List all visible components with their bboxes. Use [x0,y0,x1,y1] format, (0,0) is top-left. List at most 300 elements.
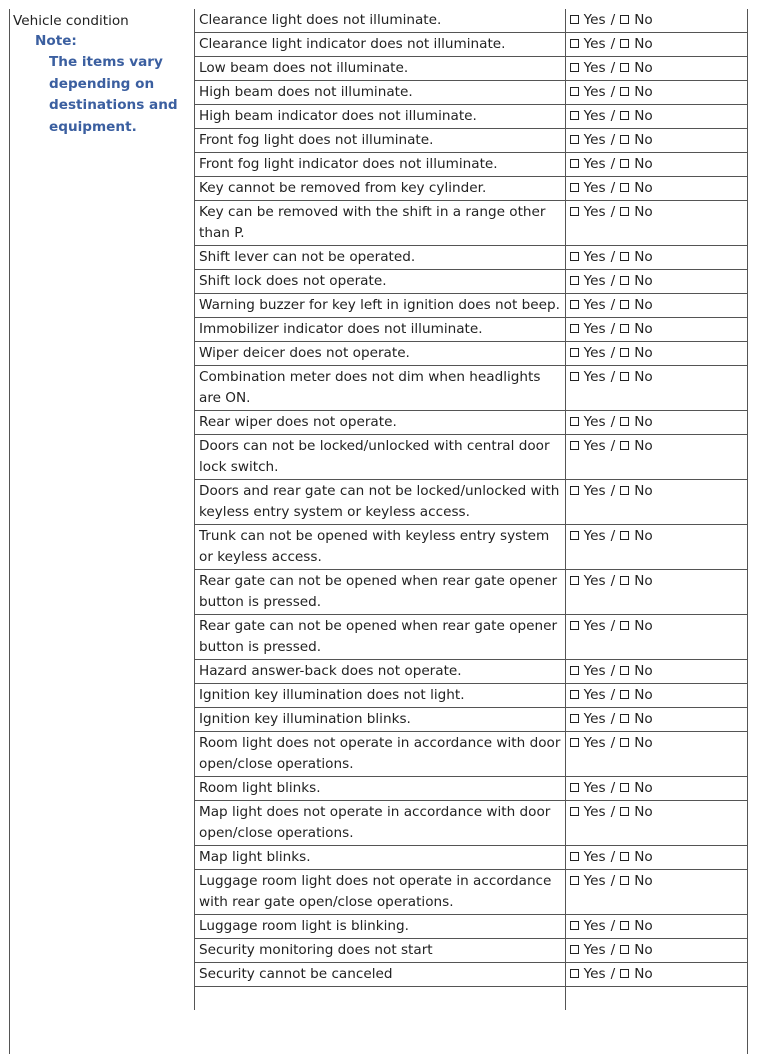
no-checkbox[interactable] [620,63,629,72]
yes-label: Yes [583,942,606,958]
yes-checkbox[interactable] [570,876,579,885]
answer-cell [565,105,748,129]
condition-description: High beam does not illuminate. [195,81,566,105]
no-label: No [634,12,653,28]
answer-separator: / [610,414,616,430]
answer-cell [565,435,748,480]
checklist-row [195,684,749,708]
condition-description: Ignition key illumination does not light. [195,684,566,708]
condition-description: Warning buzzer for key left in ignition does not beep. [195,294,566,318]
checklist-row [195,525,749,570]
checklist-row [195,870,749,915]
note-label: Note: [35,33,77,49]
note-line: equipment. [49,118,137,135]
yes-label: Yes [583,249,606,265]
yes-checkbox[interactable] [570,486,579,495]
checklist-row [195,615,749,660]
empty-cell [565,987,748,1011]
answer-separator: / [610,918,616,934]
yes-no-options [570,873,653,889]
checklist-row [195,660,749,684]
no-checkbox[interactable] [620,252,629,261]
empty-cell [195,987,566,1011]
yes-no-options [570,36,653,52]
yes-label: Yes [583,369,606,385]
answer-cell [565,660,748,684]
no-label: No [634,711,653,727]
checklist-row [195,342,749,366]
condition-description: Map light does not operate in accordance with door open/close operations. [195,801,566,846]
answer-cell [565,525,748,570]
checklist-row [195,57,749,81]
no-checkbox[interactable] [620,621,629,630]
checklist-row [195,177,749,201]
condition-description: Clearance light does not illuminate. [195,9,566,33]
no-checkbox[interactable] [620,876,629,885]
answer-separator: / [610,687,616,703]
condition-description: Trunk can not be opened with keyless entry system or keyless access. [195,525,566,570]
no-checkbox[interactable] [620,15,629,24]
answer-cell [565,777,748,801]
no-label: No [634,249,653,265]
yes-checkbox[interactable] [570,135,579,144]
yes-no-options [570,618,653,634]
no-label: No [634,942,653,958]
no-label: No [634,780,653,796]
yes-checkbox[interactable] [570,207,579,216]
yes-label: Yes [583,108,606,124]
left-border [9,9,10,1054]
no-label: No [634,573,653,589]
answer-cell [565,570,748,615]
checklist-row [195,801,749,846]
yes-no-options [570,573,653,589]
no-label: No [634,36,653,52]
yes-label: Yes [583,528,606,544]
condition-description: Room light does not operate in accordance with door open/close operations. [195,732,566,777]
empty-row [195,987,749,1011]
answer-separator: / [610,180,616,196]
answer-cell [565,801,748,846]
yes-checkbox[interactable] [570,852,579,861]
no-label: No [634,873,653,889]
yes-checkbox[interactable] [570,159,579,168]
yes-no-options [570,345,653,361]
yes-label: Yes [583,735,606,751]
yes-no-options [570,687,653,703]
yes-no-options [570,204,653,220]
condition-description: Room light blinks. [195,777,566,801]
yes-no-options [570,273,653,289]
checklist-row [195,294,749,318]
yes-label: Yes [583,573,606,589]
checklist-row [195,846,749,870]
yes-checkbox[interactable] [570,969,579,978]
answer-cell [565,411,748,435]
no-checkbox[interactable] [620,690,629,699]
no-checkbox[interactable] [620,324,629,333]
answer-separator: / [610,735,616,751]
no-checkbox[interactable] [620,738,629,747]
yes-checkbox[interactable] [570,945,579,954]
yes-no-options [570,297,653,313]
checklist-row [195,246,749,270]
answer-cell [565,57,748,81]
yes-label: Yes [583,804,606,820]
no-label: No [634,321,653,337]
yes-no-options [570,414,653,430]
yes-label: Yes [583,438,606,454]
yes-label: Yes [583,849,606,865]
yes-no-options [570,804,653,820]
answer-cell [565,294,748,318]
answer-cell [565,246,748,270]
answer-cell [565,939,748,963]
yes-no-options [570,711,653,727]
no-checkbox[interactable] [620,372,629,381]
yes-no-options [570,132,653,148]
yes-checkbox[interactable] [570,276,579,285]
answer-separator: / [610,273,616,289]
yes-no-options [570,663,653,679]
no-checkbox[interactable] [620,207,629,216]
checklist-row [195,708,749,732]
yes-no-options [570,249,653,265]
answer-cell [565,342,748,366]
checklist-row [195,81,749,105]
checklist-row [195,480,749,525]
answer-separator: / [610,804,616,820]
condition-description: Key can be removed with the shift in a range other than P. [195,201,566,246]
condition-description: Front fog light does not illuminate. [195,129,566,153]
answer-cell [565,270,748,294]
yes-label: Yes [583,273,606,289]
no-checkbox[interactable] [620,135,629,144]
yes-checkbox[interactable] [570,111,579,120]
answer-separator: / [610,204,616,220]
yes-checkbox[interactable] [570,15,579,24]
yes-label: Yes [583,12,606,28]
checklist-row [195,105,749,129]
no-label: No [634,849,653,865]
note-line: depending on [49,75,155,92]
yes-checkbox[interactable] [570,441,579,450]
answer-cell [565,318,748,342]
answer-separator: / [610,345,616,361]
yes-checkbox[interactable] [570,576,579,585]
yes-label: Yes [583,204,606,220]
answer-cell [565,963,748,987]
no-label: No [634,966,653,982]
no-checkbox[interactable] [620,783,629,792]
yes-no-options [570,156,653,172]
yes-no-options [570,528,653,544]
checklist-row [195,153,749,177]
no-label: No [634,735,653,751]
no-checkbox[interactable] [620,531,629,540]
no-checkbox[interactable] [620,441,629,450]
no-label: No [634,204,653,220]
yes-label: Yes [583,321,606,337]
no-checkbox[interactable] [620,183,629,192]
checklist-row [195,318,749,342]
answer-cell [565,153,748,177]
condition-description: Ignition key illumination blinks. [195,708,566,732]
answer-separator: / [610,84,616,100]
yes-label: Yes [583,60,606,76]
answer-cell [565,177,748,201]
condition-description: Combination meter does not dim when headlights are ON. [195,366,566,411]
no-label: No [634,804,653,820]
condition-description: Low beam does not illuminate. [195,57,566,81]
no-checkbox[interactable] [620,921,629,930]
condition-description: Front fog light indicator does not illuminate. [195,153,566,177]
yes-no-options [570,12,653,28]
condition-description: Map light blinks. [195,846,566,870]
answer-separator: / [610,849,616,865]
condition-description: Security cannot be canceled [195,963,566,987]
no-label: No [634,345,653,361]
condition-description: Immobilizer indicator does not illuminate. [195,318,566,342]
vehicle-condition-heading: Vehicle condition [13,13,129,29]
yes-checkbox[interactable] [570,39,579,48]
answer-cell [565,81,748,105]
yes-label: Yes [583,483,606,499]
no-checkbox[interactable] [620,945,629,954]
yes-label: Yes [583,132,606,148]
answer-separator: / [610,321,616,337]
answer-cell [565,9,748,33]
yes-label: Yes [583,180,606,196]
answer-cell [565,915,748,939]
answer-separator: / [610,369,616,385]
answer-cell [565,846,748,870]
yes-label: Yes [583,84,606,100]
answer-separator: / [610,12,616,28]
answer-separator: / [610,36,616,52]
no-checkbox[interactable] [620,807,629,816]
condition-description: Hazard answer-back does not operate. [195,660,566,684]
answer-cell [565,615,748,660]
yes-label: Yes [583,345,606,361]
no-label: No [634,273,653,289]
yes-checkbox[interactable] [570,690,579,699]
no-label: No [634,108,653,124]
condition-description: Rear gate can not be opened when rear gate opener button is pressed. [195,615,566,660]
checklist-row [195,570,749,615]
yes-label: Yes [583,414,606,430]
answer-separator: / [610,297,616,313]
no-checkbox[interactable] [620,87,629,96]
no-checkbox[interactable] [620,969,629,978]
answer-cell [565,732,748,777]
yes-label: Yes [583,297,606,313]
yes-checkbox[interactable] [570,738,579,747]
no-label: No [634,618,653,634]
yes-no-options [570,735,653,751]
no-checkbox[interactable] [620,486,629,495]
yes-checkbox[interactable] [570,372,579,381]
condition-description: Doors can not be locked/unlocked with central door lock switch. [195,435,566,480]
answer-separator: / [610,663,616,679]
answer-cell [565,708,748,732]
yes-label: Yes [583,873,606,889]
answer-separator: / [610,780,616,796]
answer-separator: / [610,132,616,148]
yes-checkbox[interactable] [570,621,579,630]
yes-checkbox[interactable] [570,63,579,72]
answer-cell [565,129,748,153]
checklist-row [195,435,749,480]
no-label: No [634,414,653,430]
no-checkbox[interactable] [620,666,629,675]
no-label: No [634,438,653,454]
answer-separator: / [610,528,616,544]
checklist-row [195,129,749,153]
condition-description: Security monitoring does not start [195,939,566,963]
condition-description: Key cannot be removed from key cylinder. [195,177,566,201]
yes-checkbox[interactable] [570,666,579,675]
yes-label: Yes [583,156,606,172]
answer-separator: / [610,438,616,454]
condition-description: Luggage room light is blinking. [195,915,566,939]
answer-separator: / [610,573,616,589]
no-label: No [634,156,653,172]
condition-checklist-table [194,9,748,1010]
checklist-row [195,201,749,246]
condition-description: Rear wiper does not operate. [195,411,566,435]
yes-no-options [570,483,653,499]
yes-no-options [570,321,653,337]
checklist-row [195,963,749,987]
yes-checkbox[interactable] [570,807,579,816]
checklist-row [195,33,749,57]
answer-cell [565,201,748,246]
no-label: No [634,180,653,196]
note-line: The items vary [49,54,163,70]
yes-checkbox[interactable] [570,921,579,930]
checklist-row [195,939,749,963]
checklist-row [195,270,749,294]
answer-cell [565,684,748,708]
yes-checkbox[interactable] [570,714,579,723]
no-checkbox[interactable] [620,276,629,285]
yes-label: Yes [583,780,606,796]
condition-description: Luggage room light does not operate in accordance with rear gate open/close operations. [195,870,566,915]
yes-label: Yes [583,687,606,703]
note-text [13,52,191,138]
condition-description: Shift lock does not operate. [195,270,566,294]
condition-description: High beam indicator does not illuminate. [195,105,566,129]
yes-no-options [570,438,653,454]
no-checkbox[interactable] [620,39,629,48]
answer-separator: / [610,483,616,499]
condition-description: Wiper deicer does not operate. [195,342,566,366]
yes-checkbox[interactable] [570,531,579,540]
condition-description: Rear gate can not be opened when rear gate opener button is pressed. [195,570,566,615]
yes-no-options [570,84,653,100]
yes-no-options [570,780,653,796]
answer-separator: / [610,942,616,958]
no-label: No [634,663,653,679]
answer-cell [565,366,748,411]
answer-cell [565,33,748,57]
answer-separator: / [610,108,616,124]
no-label: No [634,297,653,313]
no-label: No [634,918,653,934]
yes-no-options [570,180,653,196]
checklist-row [195,732,749,777]
answer-separator: / [610,156,616,172]
yes-label: Yes [583,36,606,52]
yes-label: Yes [583,918,606,934]
yes-checkbox[interactable] [570,783,579,792]
condition-description: Shift lever can not be operated. [195,246,566,270]
answer-cell [565,870,748,915]
no-checkbox[interactable] [620,159,629,168]
answer-separator: / [610,618,616,634]
checklist-row [195,411,749,435]
answer-separator: / [610,966,616,982]
no-checkbox[interactable] [620,417,629,426]
checklist-row [195,9,749,33]
no-checkbox[interactable] [620,714,629,723]
yes-no-options [570,369,653,385]
answer-separator: / [610,873,616,889]
yes-checkbox[interactable] [570,300,579,309]
no-label: No [634,483,653,499]
yes-checkbox[interactable] [570,324,579,333]
no-label: No [634,369,653,385]
no-label: No [634,60,653,76]
yes-checkbox[interactable] [570,87,579,96]
note-line: destinations and [49,97,178,113]
yes-no-options [570,942,653,958]
no-checkbox[interactable] [620,300,629,309]
yes-label: Yes [583,966,606,982]
no-checkbox[interactable] [620,348,629,357]
yes-checkbox[interactable] [570,348,579,357]
no-label: No [634,528,653,544]
yes-no-options [570,966,653,982]
answer-cell [565,480,748,525]
yes-checkbox[interactable] [570,183,579,192]
checklist-row [195,366,749,411]
yes-label: Yes [583,618,606,634]
yes-no-options [570,918,653,934]
checklist-row [195,915,749,939]
yes-checkbox[interactable] [570,252,579,261]
no-checkbox[interactable] [620,576,629,585]
yes-label: Yes [583,711,606,727]
no-label: No [634,132,653,148]
yes-no-options [570,60,653,76]
no-label: No [634,687,653,703]
vehicle-condition-column [13,11,191,138]
answer-separator: / [610,60,616,76]
yes-no-options [570,849,653,865]
condition-description: Doors and rear gate can not be locked/unlocked with keyless entry system or keyless access. [195,480,566,525]
yes-checkbox[interactable] [570,417,579,426]
no-checkbox[interactable] [620,852,629,861]
answer-separator: / [610,711,616,727]
no-label: No [634,84,653,100]
checklist-row [195,777,749,801]
yes-label: Yes [583,663,606,679]
condition-description: Clearance light indicator does not illuminate. [195,33,566,57]
no-checkbox[interactable] [620,111,629,120]
answer-separator: / [610,249,616,265]
